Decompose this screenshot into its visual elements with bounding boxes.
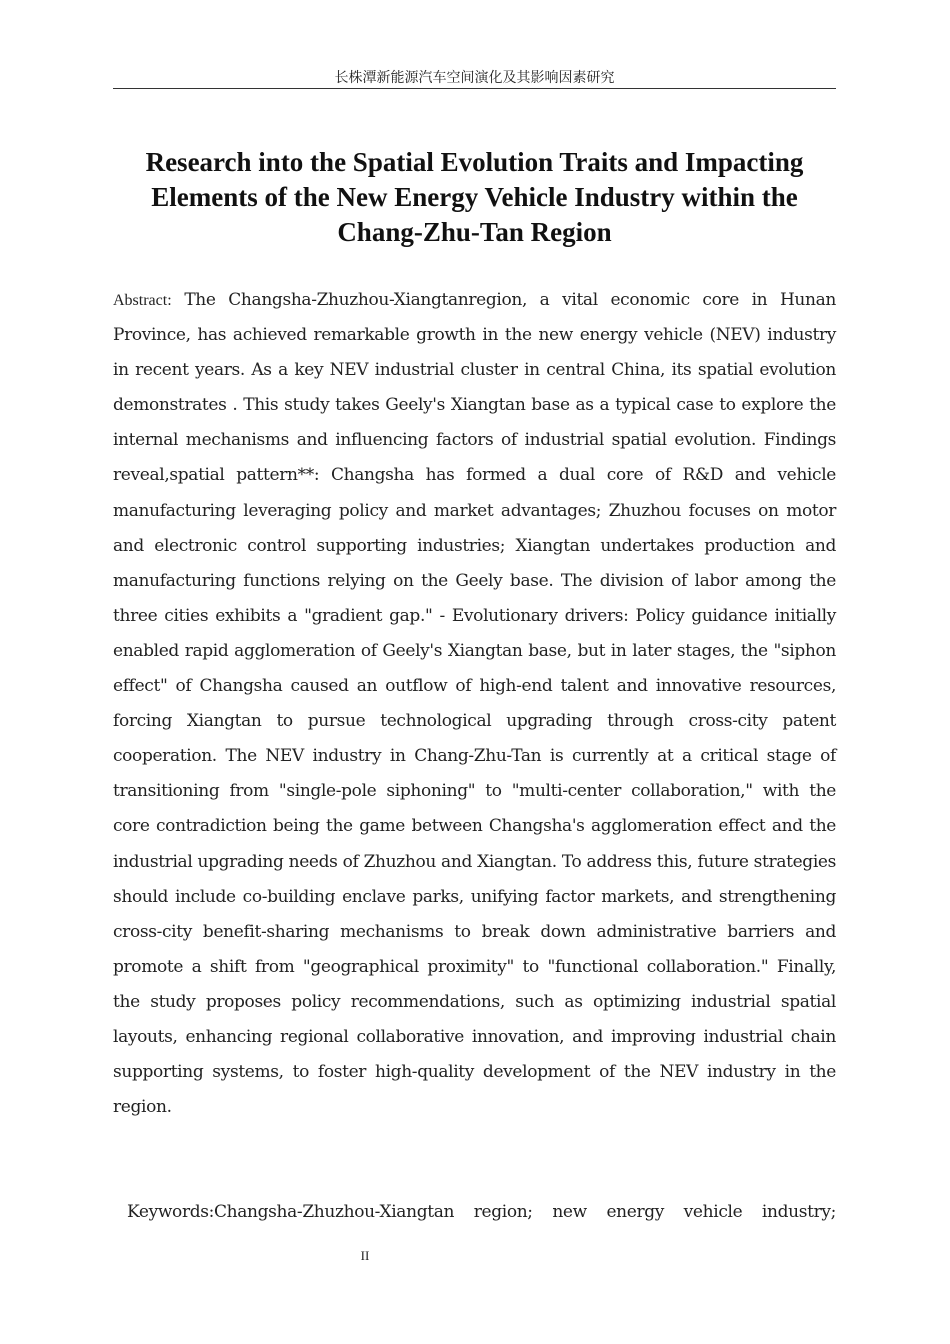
- running-header: 长株潭新能源汽车空间演化及其影响因素研究: [113, 68, 836, 89]
- keywords-line: Keywords:Changsha-Zhuzhou-Xiangtan region; new energy vehicle industry;: [127, 1202, 836, 1222]
- page-number: II: [360, 1248, 370, 1263]
- abstract-paragraph: [113, 283, 836, 1125]
- abstract-label: Abstract:: [113, 292, 172, 309]
- paper-title: Research into the Spatial Evolution Traits and Impacting Elements of the New Energy Vehicle Industry within the Chang-Zhu-Tan Region: [145, 147, 804, 247]
- abstract-text: The Changsha-Zhuzhou-Xiangtanregion, a vital economic core in Hunan Province, has achieved remarkable growth in the new energy vehicle (NEV) industry in recent years. As a key NEV industrial cluster in central China, its spatial evolution demonstrates . This study takes Geely's Xiangtan base as a typical case to explore the internal mechanisms and influencing factors of industrial spatial evolution. Findings reveal,spatial pattern**: Changsha has formed a dual core of R&D and vehicle manufacturing leveraging policy and market advantages; Zhuzhou focuses on motor and electronic control supporting industries; Xiangtan undertakes production and manufacturing functions relying on the Geely base. The division of labor among the three cities exhibits a "gradient gap." - Evolutionary drivers: Policy guidance initially enabled rapid agglomeration of Geely's Xiangtan base, but in later stages, the "siphon effect" of Changsha caused an outflow of high-end talent and innovative resources, forcing Xiangtan to pursue technological upgrading through cross-city patent cooperation. The NEV industry in Chang-Zhu-Tan is currently at a critical stage of transitioning from "single-pole siphoning" to "multi-center collaboration," with the core contradiction being the game between Changsha's agglomeration effect and the industrial upgrading needs of Zhuzhou and Xiangtan. To address this, future strategies should include co-building enclave parks, unifying factor markets, and strengthening cross-city benefit-sharing mechanisms to break down administrative barriers and promote a shift from "geographical proximity" to "functional collaboration." Finally, the study proposes policy recommendations, such as optimizing industrial spatial layouts, enhancing regional collaborative innovation, and improving industrial chain supporting systems, to foster high-quality development of the NEV industry in the region.: [113, 290, 836, 1118]
